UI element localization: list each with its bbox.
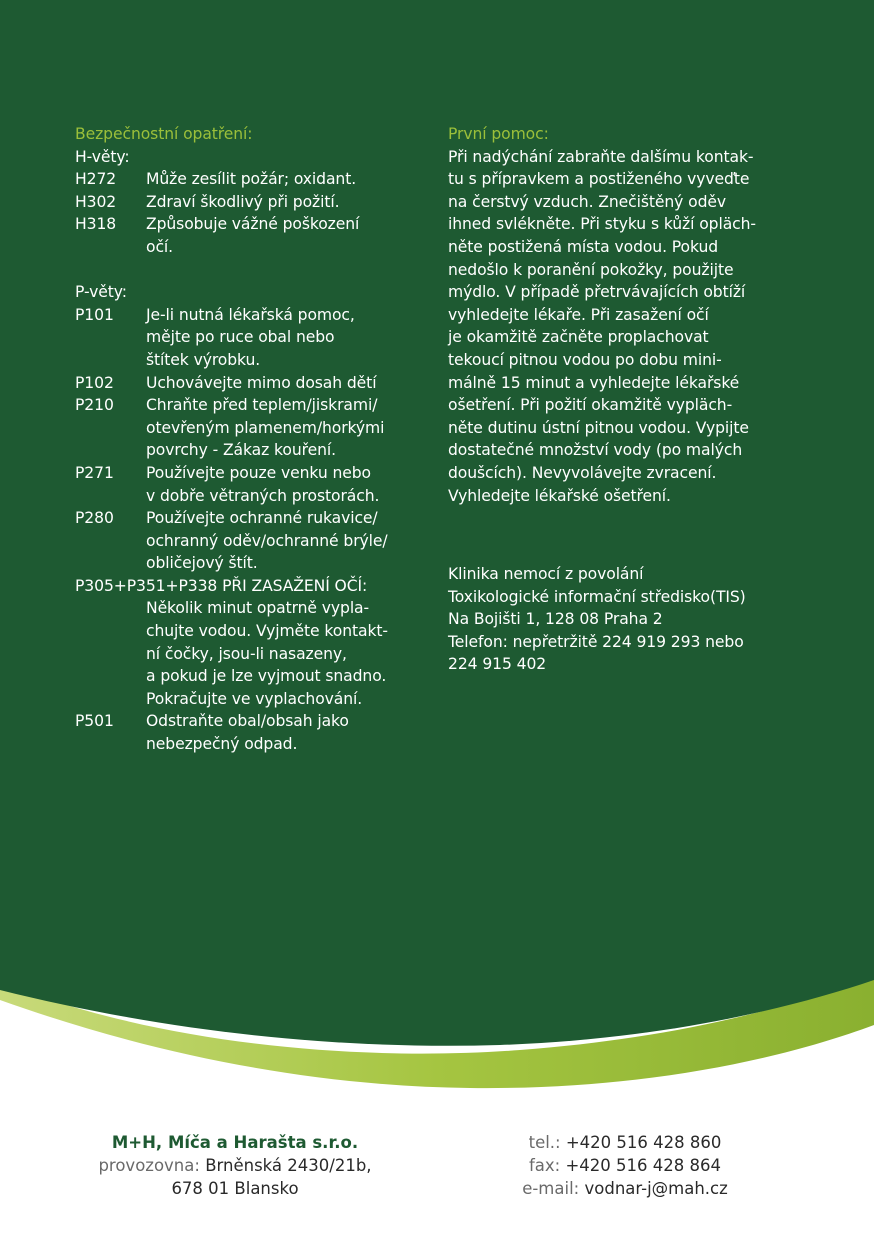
- fax-label: fax:: [528, 1156, 561, 1175]
- clinic-info: Klinika nemocí z povolání Toxikologické informační středisko(TIS) Na Bojišti 1, 128 08 Praha 2 Telefon: nepřetržitě 224 919 293 nebo 224 915 402: [448, 565, 746, 674]
- first-aid-text: Při nadýchání zabraňte dalšímu kontak- tu s přípravkem a postiženého vyveďte na čerstvý vzduch. Znečištěný oděv ihned svlékněte. Při styku s kůží opläch- něte postižená místa vodou. Pokud nedošlo k poranění pokožky, použijte mýdlo. V případě přetrvávajících obtíží vyhledejte lékaře. Při zasažení očí je okamžitě začněte proplachovat tekoucí pitnou vodou po dobu mini- málně 15 minut a vyhledejte lékařské ošetření. Při požití okamžitě vypläch- něte dutinu ústní pitnou vodou. Vypijte dostatečné množství vody (po malých doušcích). Nevyvolávejte zvracení. Vyhledejte lékařské ošetření.: [448, 147, 756, 505]
- p-text: Chraňte před teplem/jiskrami/ otevřeným plamenem/horkými povrchy - Zákaz kouření.: [146, 396, 385, 460]
- p-statement-row: [75, 394, 420, 462]
- phone-value[interactable]: +420 516 428 860: [565, 1133, 722, 1152]
- h-text: Zdraví škodlivý při požití.: [146, 192, 340, 211]
- contact-info: [480, 1131, 770, 1200]
- first-aid-column: [448, 123, 798, 676]
- h-text: Může zesílit požár; oxidant.: [146, 170, 357, 189]
- p-code: P280: [75, 509, 114, 528]
- p-statement-row: [75, 462, 420, 507]
- p-code: P210: [75, 396, 114, 415]
- p-statement-row: [75, 507, 420, 575]
- h-statement-row: [75, 213, 420, 258]
- h-statements-list: [75, 168, 420, 258]
- p-text: Je-li nutná lékařská pomoc, mějte po ruce obal nebo štítek výrobku.: [146, 305, 355, 369]
- h-code: H272: [75, 170, 117, 189]
- p-code: P501: [75, 712, 114, 731]
- phone-label: tel.:: [528, 1133, 561, 1152]
- p-statement-row: [75, 710, 420, 755]
- p-text: Odstraňte obal/obsah jako nebezpečný odpad.: [146, 712, 349, 754]
- address-label: provozovna:: [98, 1156, 200, 1175]
- fax-line: [480, 1154, 770, 1177]
- p-statement-row: [75, 304, 420, 372]
- p-text: Uchovávejte mimo dosah dětí: [146, 373, 377, 392]
- p-code: P101: [75, 305, 114, 324]
- address-city: 678 01 Blansko: [171, 1179, 299, 1198]
- p-code: P102: [75, 373, 114, 392]
- fax-value: +420 516 428 864: [565, 1156, 722, 1175]
- address-line: [90, 1154, 380, 1177]
- p-statements-list: [75, 304, 420, 756]
- h-statements-title: H-věty:: [75, 147, 130, 166]
- p-statement-row: [75, 372, 420, 395]
- p-text: Používejte ochranné rukavice/ ochranný oděv/ochranné brýle/ obličejový štít.: [146, 509, 388, 573]
- first-aid-heading: První pomoc:: [448, 125, 549, 143]
- p-code: P271: [75, 463, 114, 482]
- p-statements-title: P-věty:: [75, 283, 127, 302]
- p-text: Používejte pouze venku nebo v dobře větraných prostorách.: [146, 463, 380, 505]
- spacer: [448, 507, 798, 563]
- h-code: H302: [75, 192, 117, 211]
- h-statement-row: [75, 168, 420, 191]
- email-label: e-mail:: [522, 1179, 580, 1198]
- h-statement-row: [75, 191, 420, 214]
- email-link[interactable]: vodnar-j@mah.cz: [584, 1179, 728, 1198]
- h-text: Způsobuje vážné poškození očí.: [146, 215, 360, 256]
- address-value: Brněnská 2430/21b,: [205, 1156, 372, 1175]
- p305-text: Několik minut opatrně vypla- chujte vodou. Vyjměte kontakt- ní čočky, jsou-li nasazeny, a pokud je lze vyjmout snadno. Pokračujte ve vyplachování.: [146, 599, 388, 708]
- spacer: [75, 259, 420, 282]
- safety-heading: Bezpečnostní opatření:: [75, 125, 253, 143]
- company-name: M+H, Míča a Harašta s.r.o.: [111, 1133, 359, 1152]
- email-line: [480, 1177, 770, 1200]
- safety-column: [75, 123, 420, 756]
- p305-line: P305+P351+P338 PŘI ZASAŽENÍ OČÍ:: [75, 576, 368, 595]
- company-info: [90, 1131, 380, 1200]
- phone-line: [480, 1131, 770, 1154]
- h-code: H318: [75, 215, 117, 234]
